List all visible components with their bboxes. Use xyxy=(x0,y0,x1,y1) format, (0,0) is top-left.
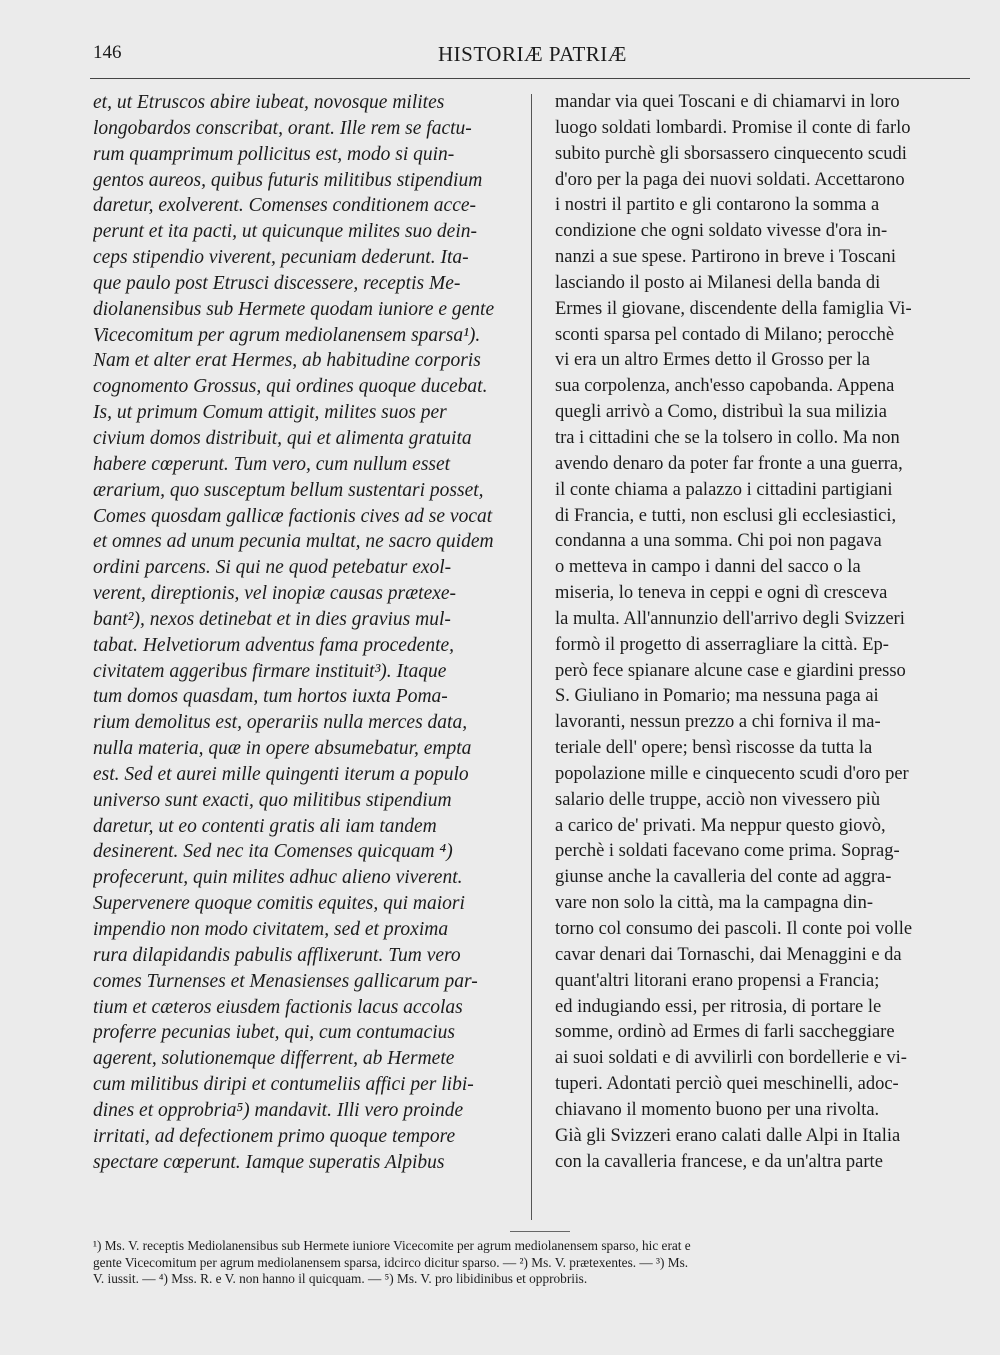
italian-text-line: salario delle truppe, acciò non vivessero più xyxy=(555,789,881,810)
italian-text-line: nanzi a sue spese. Partirono in breve i Toscani xyxy=(555,247,897,268)
italian-text-line: sua corpolenza, anch'esso capobanda. Appena xyxy=(555,376,895,397)
italian-text-line: condizione che ogni soldato vivesse d'ora in- xyxy=(555,221,888,242)
header-rule xyxy=(90,78,970,79)
latin-text-line: que paulo post Etrusci discessere, receptis Me- xyxy=(93,272,461,294)
latin-text-line: nulla materia, quæ in opere absumebatur, empta xyxy=(93,738,472,760)
latin-text-line: longobardos conscribat, orant. Ille rem se factu- xyxy=(93,117,472,139)
latin-text-line: cognomento Grossus, qui ordines quoque ducebat. xyxy=(93,376,488,398)
italian-text-line: S. Giuliano in Pomario; ma nessuna paga ai xyxy=(555,686,879,707)
italian-text-line: quegli arrivò a Como, distribuì la sua milizia xyxy=(555,402,887,423)
latin-text-line: desinerent. Sed nec ita Comenses quicquam ⁴) xyxy=(93,841,453,863)
latin-text-line: tabat. Helvetiorum adventus fama procedente, xyxy=(93,634,455,656)
footnote-rule xyxy=(510,1231,570,1232)
latin-text-line: cum militibus diripi et contumeliis affici per libi- xyxy=(93,1074,474,1096)
italian-text-line: teriale dell' opere; bensì riscosse da tutta la xyxy=(555,738,873,759)
latin-text-line: bant²), nexos detinebat et in dies gravius mul- xyxy=(93,608,451,630)
latin-text-line: Nam et alter erat Hermes, ab habitudine corporis xyxy=(93,350,481,372)
latin-text-line: et omnes ad unum pecunia multat, ne sacro quidem xyxy=(93,531,494,553)
latin-text-line: Is, ut primum Comum attigit, milites suos per xyxy=(93,402,447,424)
latin-text-line: universo sunt exacti, quo militibus stipendium xyxy=(93,789,452,811)
latin-text-line: proferre pecunias iubet, qui, cum contumacius xyxy=(93,1022,455,1044)
italian-text-line: miseria, lo teneva in ceppi e ogni dì cresceva xyxy=(555,583,888,604)
italian-text-line: sconti sparsa pel contado di Milano; perocchè xyxy=(555,324,895,345)
latin-text-line: irritati, ad defectionem primo quoque tempore xyxy=(93,1125,456,1147)
italian-text-line: ai suoi soldati e di avvilirli con bordellerie e vi- xyxy=(555,1048,907,1069)
italian-text-line: o metteva in campo i danni del sacco o la xyxy=(555,557,861,578)
italian-text-line: perchè i soldati facevano come prima. Soprag- xyxy=(555,841,900,862)
latin-text-line: spectare cœperunt. Iamque superatis Alpibus xyxy=(93,1151,445,1173)
latin-text-line: Supervenere quoque comitis equites, qui maiori xyxy=(93,893,465,915)
latin-text-line: tium et cæteros eiusdem factionis lacus accolas xyxy=(93,996,463,1018)
italian-text-line: vi era un altro Ermes detto il Grosso per la xyxy=(555,350,870,371)
latin-text-line: civium domos distribuit, qui et alimenta gratuita xyxy=(93,427,472,449)
column-divider xyxy=(531,94,532,1220)
italian-text-line: i nostri il partito e gli contarono la somma a xyxy=(555,195,880,216)
italian-text-line: torno col consumo dei pascoli. Il conte poi volle xyxy=(555,919,913,939)
footnote-line: V. iussit. — ⁴) Mss. R. e V. non hanno il quicquam. — ⁵) Ms. V. pro libidinibus et opprobriis. xyxy=(93,1271,588,1286)
italian-text-line: quant'altri litorani erano propensi a Francia; xyxy=(555,970,880,991)
italian-text-line: il conte chiama a palazzo i cittadini partigiani xyxy=(555,479,893,500)
latin-text-line: et, ut Etruscos abire iubeat, novosque milites xyxy=(93,92,445,113)
latin-text-line: habere cœperunt. Tum vero, cum nullum esset xyxy=(93,453,451,475)
italian-text-line: luogo soldati lombardi. Promise il conte di farlo xyxy=(555,117,911,138)
italian-text-line: tuperi. Adontati perciò quei meschinelli, adoc- xyxy=(555,1074,899,1095)
latin-text-line: profecerunt, quin milites adhuc alieno viverent. xyxy=(93,867,463,889)
latin-text-line: rum quamprimum pollicitus est, modo si quin- xyxy=(93,143,455,165)
running-title: HISTORIÆ PATRIÆ xyxy=(438,42,627,66)
latin-text-line: perunt et ita pacti, ut quicunque milites suo dein- xyxy=(93,221,477,243)
italian-text-line: Già gli Svizzeri erano calati dalle Alpi in Italia xyxy=(555,1125,901,1146)
latin-text-line: rura dilapidandis pabulis afflixerunt. Tum vero xyxy=(93,944,461,966)
italian-text-line: subito purchè gli sborsassero cinquecento scudi xyxy=(555,143,907,164)
italian-column xyxy=(555,90,965,1175)
italian-text-line: mandar via quei Toscani e di chiamarvi in loro xyxy=(555,92,900,112)
latin-text-line: daretur, ut eo contenti gratis ali iam tandem xyxy=(93,815,437,837)
italian-text-line: d'oro per la paga dei nuovi soldati. Accettarono xyxy=(555,169,905,190)
italian-text-line: vare non solo la città, ma la campagna din- xyxy=(555,893,873,914)
latin-text-line: impendio non modo civitatem, sed et proxima xyxy=(93,919,449,940)
latin-column xyxy=(93,90,513,1175)
latin-text-line: civitatem aggeribus firmare instituit³). Itaque xyxy=(93,660,447,682)
italian-text-line: ed indugiando essi, per ritrosia, di portare le xyxy=(555,996,882,1017)
latin-text-line: tum domos quasdam, tum hortos iuxta Poma- xyxy=(93,686,448,708)
latin-text-line: ærarium, quo susceptum bellum sustentari posset, xyxy=(93,479,484,501)
italian-text-line: giunse anche la cavalleria del conte ad aggra- xyxy=(555,867,892,888)
italian-text-line: chiavano il momento buono per una rivolta. xyxy=(555,1099,880,1120)
italian-text-line: somme, ordinò ad Ermes di farli saccheggiare xyxy=(555,1022,895,1043)
italian-text-line: la multa. All'annunzio dell'arrivo degli Svizzeri xyxy=(555,608,905,629)
italian-text-line: lavoranti, nessun prezzo a chi forniva il ma- xyxy=(555,712,881,733)
latin-text-line: gentos aureos, quibus futuris militibus stipendium xyxy=(93,169,483,191)
italian-text-line: tra i cittadini che se la tolsero in collo. Ma non xyxy=(555,427,900,448)
italian-text-line: popolazione mille e cinquecento scudi d'oro per xyxy=(555,763,909,784)
footnote-line: ¹) Ms. V. receptis Mediolanensibus sub Hermete iuniore Vicecomite per agrum mediolanensem sparso, hic erat e xyxy=(93,1238,691,1253)
page-number: 146 xyxy=(93,42,122,63)
italian-text-line: avendo denaro da poter far fronte a una guerra, xyxy=(555,453,903,474)
latin-text-line: Vicecomitum per agrum mediolanensem sparsa¹). xyxy=(93,324,481,346)
italian-text-line: Ermes il giovane, discendente della famiglia Vi- xyxy=(555,298,912,319)
italian-text-line: cavar denari dai Tornaschi, dai Menaggini e da xyxy=(555,944,902,965)
italian-text-line: di Francia, e tutti, non esclusi gli ecclesiastici, xyxy=(555,505,897,526)
footnote-line: gente Vicecomitum per agrum mediolanensem sparsa, idcirco dicitur sparso. — ²) Ms. V. prætexentes. — ³) Ms. xyxy=(93,1254,689,1270)
italian-text-line: condanna a una somma. Chi poi non pagava xyxy=(555,531,882,552)
latin-text-line: daretur, exolverent. Comenses conditionem acce- xyxy=(93,195,477,217)
latin-text-line: ceps stipendio viverent, pecuniam dederunt. Ita- xyxy=(93,247,469,269)
italian-text-line: lasciando il posto ai Milanesi della banda di xyxy=(555,272,881,293)
latin-text-line: rium demolitus est, operariis nulla merces data, xyxy=(93,712,468,734)
latin-text-line: comes Turnenses et Menasienses gallicarum par- xyxy=(93,970,478,992)
latin-text-line: diolanensibus sub Hermete quodam iuniore e gente xyxy=(93,298,495,320)
footnotes xyxy=(93,1238,963,1288)
latin-text-line: Comes quosdam gallicæ factionis cives ad se vocat xyxy=(93,505,493,527)
latin-text-line: agerent, solutionemque differrent, ab Hermete xyxy=(93,1048,455,1070)
latin-text-line: est. Sed et aurei mille quingenti iterum a populo xyxy=(93,763,469,785)
italian-text-line: però fece spianare alcune case e giardini presso xyxy=(555,660,906,681)
italian-text-line: con la cavalleria francese, e da un'altra parte xyxy=(555,1151,883,1172)
italian-text-line: formò il progetto di asserragliare la città. Ep- xyxy=(555,634,889,655)
latin-text-line: dines et opprobria⁵) mandavit. Illi vero proinde xyxy=(93,1099,464,1121)
italian-text-line: a carico de' privati. Ma neppur questo giovò, xyxy=(555,815,886,836)
latin-text-line: ordini parcens. Si qui ne quod petebatur exol- xyxy=(93,557,452,579)
latin-text-line: verent, direptionis, vel inopiæ causas prætexe- xyxy=(93,583,457,605)
